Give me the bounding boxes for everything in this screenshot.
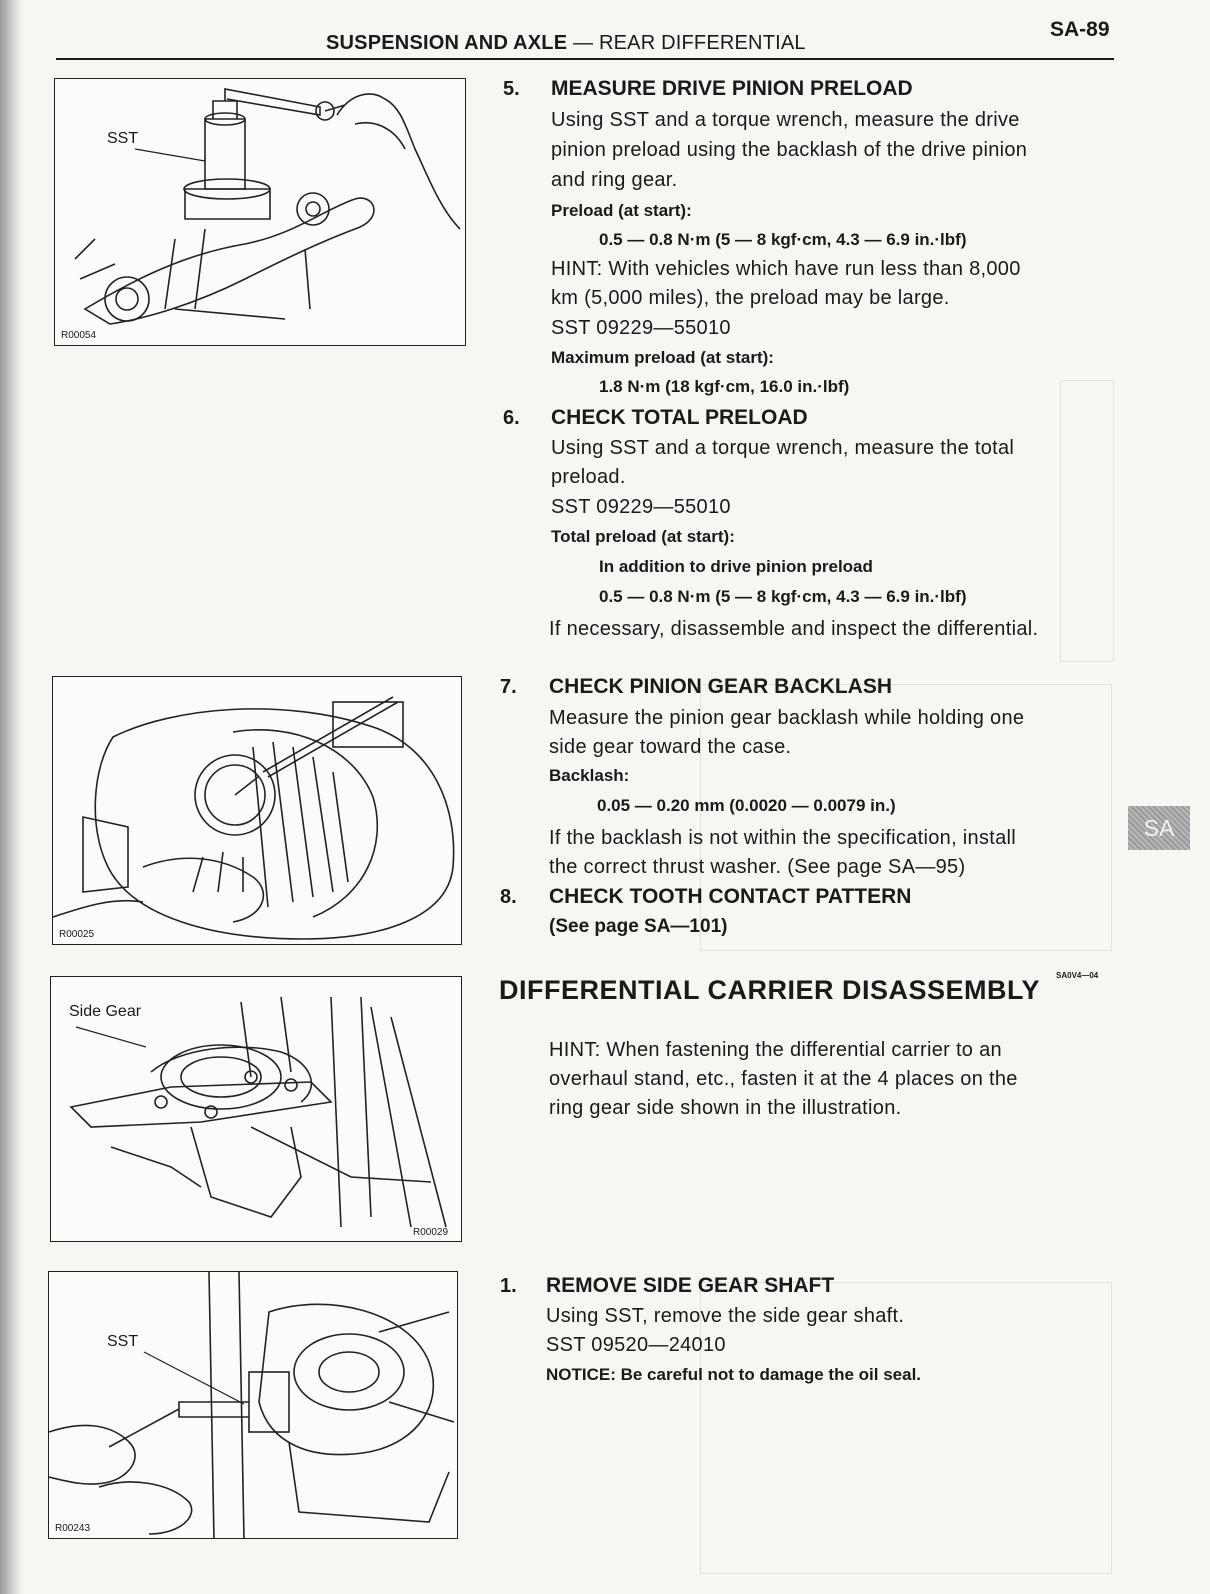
step-title: REMOVE SIDE GEAR SHAFT [546, 1274, 835, 1297]
page-binding-edge [0, 0, 22, 1594]
figure-code: R00029 [413, 1227, 449, 1238]
figure-carrier-on-stand [50, 976, 462, 1242]
spec-value: 0.05 — 0.20 mm (0.0020 — 0.0079 in.) [597, 796, 896, 815]
spec-value: 1.8 N·m (18 kgf·cm, 16.0 in.·lbf) [599, 377, 850, 396]
figure-drive-pinion-preload [54, 78, 466, 346]
page-reference: (See page SA—101) [549, 916, 728, 937]
hint-line: km (5,000 miles), the preload may be large. [551, 287, 950, 309]
step-title: CHECK PINION GEAR BACKLASH [549, 675, 893, 698]
section-tab-sa: SA [1128, 806, 1190, 850]
hint-line: HINT: When fastening the differential carrier to an [549, 1039, 1002, 1061]
step-number: 7. [500, 676, 517, 698]
step-note: If necessary, disassemble and inspect the differential. [549, 618, 1039, 640]
page-header-title: SUSPENSION AND AXLE — REAR DIFFERENTIAL [326, 32, 806, 54]
spec-label: Preload (at start): [551, 201, 692, 220]
figure-remove-side-gear-shaft [48, 1271, 458, 1539]
step-note-line: the correct thrust washer. (See page SA—95) [549, 856, 966, 878]
step-body-line: Using SST and a torque wrench, measure the total [551, 437, 1015, 459]
spec-value: 0.5 — 0.8 N·m (5 — 8 kgf·cm, 4.3 — 6.9 in.·lbf) [599, 230, 967, 249]
step-number: 6. [503, 407, 520, 429]
sst-number: SST 09520—24010 [546, 1334, 726, 1356]
section-heading: DIFFERENTIAL CARRIER DISASSEMBLY [499, 975, 1041, 1005]
step-title: CHECK TOOTH CONTACT PATTERN [549, 885, 912, 908]
figure-code: R00054 [61, 330, 97, 341]
step-body-line: pinion preload using the backlash of the drive pinion [551, 139, 1028, 161]
figure-code: R00243 [55, 1523, 91, 1534]
step-body-line: Measure the pinion gear backlash while holding one [549, 707, 1025, 729]
section-code: SA0V4—04 [1056, 971, 1099, 980]
spec-label: Maximum preload (at start): [551, 348, 774, 367]
hint-line: HINT: With vehicles which have run less than 8,000 [551, 258, 1021, 280]
step-body-line: preload. [551, 466, 626, 488]
sst-number: SST 09229—55010 [551, 496, 731, 518]
step-title: CHECK TOTAL PRELOAD [551, 406, 808, 429]
spec-value: 0.5 — 0.8 N·m (5 — 8 kgf·cm, 4.3 — 6.9 in.·lbf) [599, 587, 967, 606]
hint-line: overhaul stand, etc., fasten it at the 4 places on the [549, 1068, 1018, 1090]
spec-label: Total preload (at start): [551, 527, 735, 546]
figure-code: R00025 [59, 929, 95, 940]
dial-indicator-on-differential-illustration [53, 677, 462, 945]
hint-line: ring gear side shown in the illustration. [549, 1097, 902, 1119]
header-rule [56, 58, 1114, 60]
spec-value: In addition to drive pinion preload [599, 557, 873, 576]
step-body-line: side gear toward the case. [549, 736, 792, 758]
wrench-on-pinion-illustration [55, 79, 466, 346]
spec-label: Backlash: [549, 766, 630, 785]
bleed-through-frame [1060, 380, 1114, 662]
step-body-line: Using SST, remove the side gear shaft. [546, 1305, 905, 1327]
step-number: 1. [500, 1275, 517, 1297]
side-gear-label: Side Gear [69, 1003, 142, 1020]
sst-number: SST 09229—55010 [551, 317, 731, 339]
figure-pinion-gear-backlash [52, 676, 462, 945]
step-body-line: Using SST and a torque wrench, measure the drive [551, 109, 1020, 131]
notice-text: NOTICE: Be careful not to damage the oil seal. [546, 1365, 922, 1384]
step-title: MEASURE DRIVE PINION PRELOAD [551, 77, 913, 100]
step-number: 5. [503, 78, 520, 100]
step-note-line: If the backlash is not within the specification, install [549, 827, 1017, 849]
step-body-line: and ring gear. [551, 169, 678, 191]
step-number: 8. [500, 886, 517, 908]
sst-label: SST [107, 130, 139, 147]
sst-removing-side-gear-shaft-illustration [49, 1272, 458, 1539]
sst-label: SST [107, 1333, 139, 1350]
page-number: SA-89 [1050, 18, 1110, 41]
